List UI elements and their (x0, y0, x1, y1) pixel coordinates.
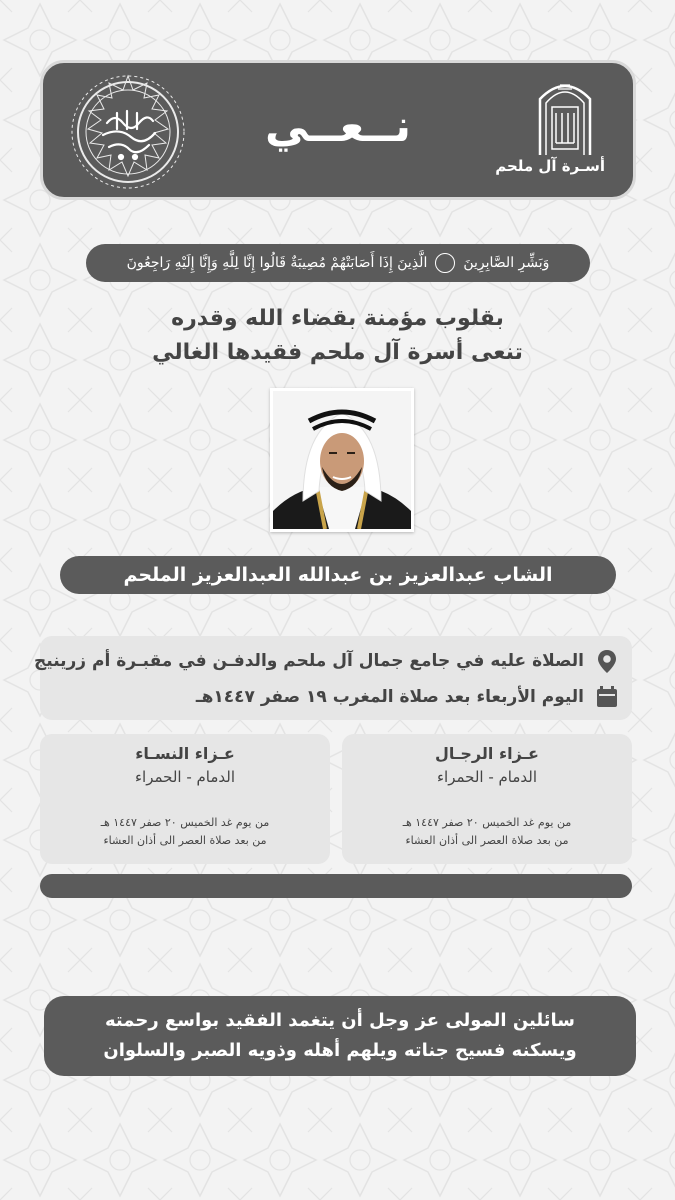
header-panel (40, 60, 636, 200)
verse-bar (86, 244, 590, 282)
deceased-photo (270, 388, 414, 532)
funeral-location-row (34, 648, 620, 674)
calendar-icon (594, 684, 620, 710)
divider-bar (40, 874, 632, 898)
verse-part-2: الَّذِينَ إِذَا أَصَابَتْهُمْ مُصِيبَةٌ قَالُوا إِنَّا لِلَّهِ وَإِنَّا إِلَيْهِ رَاجِعُونَ (126, 255, 428, 271)
family-name: أسـرة آل ملحم (495, 157, 605, 175)
men-condolence-card (342, 734, 632, 864)
men-condolence-time-line-1: من يوم غد الخميس ٢٠ صفر ١٤٤٧ هـ (402, 816, 572, 829)
closing-prayer (44, 996, 636, 1076)
men-condolence-time-line-2: من بعد صلاة العصر الى أذان العشاء (405, 834, 569, 847)
intro-line-1: بقلوب مؤمنة بقضاء الله وقدره (171, 306, 504, 331)
men-condolence-time (342, 814, 632, 850)
funeral-time: اليوم الأربعاء بعد صلاة المغرب ١٩ صفر ١٤٤٧هـ (195, 687, 584, 707)
men-condolence-place: الدمام - الحمراء (436, 768, 538, 786)
prayer-line-1: سائلين المولى عز وجل أن يتغمد الفقيد بواسع رحمته (105, 1010, 575, 1031)
page-title: نــعــي (264, 101, 412, 152)
men-condolence-title: عـزاء الرجـال (435, 744, 539, 763)
women-condolence-title: عـزاء النسـاء (135, 744, 235, 763)
verse-separator-icon (435, 253, 455, 273)
intro-line-2: تنعى أسرة آل ملحم فقيدها الغالي (152, 340, 523, 365)
verse-part-1: وَبَشِّرِ الصَّابِرِينَ (463, 255, 550, 271)
women-condolence-place: الدمام - الحمراء (134, 768, 236, 786)
women-condolence-time (40, 814, 330, 850)
women-condolence-time-line-2: من بعد صلاة العصر الى أذان العشاء (103, 834, 267, 847)
calligraphy-emblem-icon (69, 73, 187, 191)
funeral-time-row (196, 684, 620, 710)
women-condolence-time-line-1: من يوم غد الخميس ٢٠ صفر ١٤٤٧ هـ (100, 816, 270, 829)
funeral-location: الصلاة عليه في جامع جمال آل ملحم والدفـن في مقبـرة أم زرينيج (34, 651, 584, 671)
prayer-line-2: ويسكنه فسيح جناته ويلهم أهله وذويه الصبر والسلوان (103, 1040, 577, 1061)
location-pin-icon (594, 648, 620, 674)
funeral-info (34, 636, 632, 720)
deceased-name: الشاب عبدالعزيز بن عبدالله العبدالعزيز الملحم (60, 556, 616, 594)
women-condolence-card (40, 734, 330, 864)
